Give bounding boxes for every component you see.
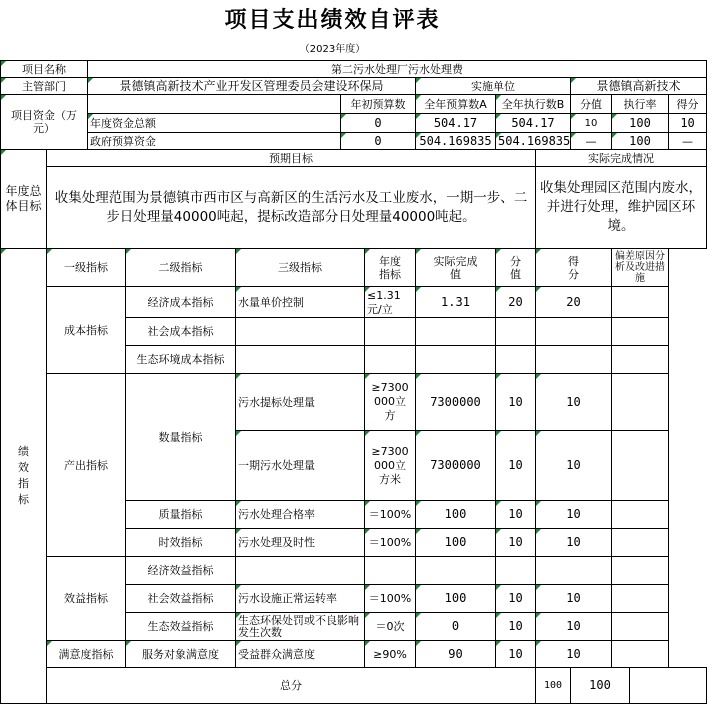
funds-blank <box>88 95 341 114</box>
evaluation-table <box>0 60 707 704</box>
funds-row-rate: 100 <box>612 114 669 133</box>
benefit-eco-actual: 0 <box>416 613 496 641</box>
funds-col-exec: 全年执行数B <box>496 95 571 114</box>
output-q1-name: 污水提标处理量 <box>236 374 365 431</box>
cost-social: 社会成本指标 <box>126 318 236 346</box>
cost-price-got: 20 <box>536 287 612 318</box>
output-time-got: 10 <box>536 529 612 557</box>
funds-row-full: 504.17 <box>416 114 496 133</box>
satisfaction-level1: 满意度指标 <box>47 641 126 668</box>
output-q2-got: 10 <box>536 431 612 501</box>
funds-row-exec: 504.169835 <box>496 133 571 150</box>
funds-row-score: 10 <box>571 114 612 133</box>
empty-cell <box>236 557 365 585</box>
funds-row-score: — <box>571 133 612 150</box>
header-level2: 二级指标 <box>126 249 236 287</box>
satisfaction-score: 10 <box>496 641 536 668</box>
output-q1-actual: 7300000 <box>416 374 496 431</box>
empty-cell <box>496 318 536 346</box>
output-q1-reason <box>612 374 669 431</box>
output-time-target: ＝100% <box>365 529 416 557</box>
output-time-score: 10 <box>496 529 536 557</box>
empty-cell <box>365 318 416 346</box>
benefit-social-score: 10 <box>496 585 536 613</box>
benefit-social-target: ＝100% <box>365 585 416 613</box>
benefit-level1: 效益指标 <box>47 557 126 641</box>
output-quality-target: ＝100% <box>365 501 416 529</box>
output-quality-actual: 100 <box>416 501 496 529</box>
output-q1-score: 10 <box>496 374 536 431</box>
total-reason <box>630 668 707 704</box>
header-reason: 偏差原因分析及改进措施 <box>612 249 669 287</box>
header-level1: 一级指标 <box>47 249 126 287</box>
output-time-reason <box>612 529 669 557</box>
cost-level1: 成本指标 <box>47 287 126 374</box>
impl-label: 实施单位 <box>416 78 571 95</box>
output-q2-reason <box>612 431 669 501</box>
benefit-eco-target: ＝0次 <box>365 613 416 641</box>
output-level1: 产出指标 <box>47 374 126 557</box>
total-score: 100 <box>536 668 571 704</box>
cost-price-actual: 1.31 <box>416 287 496 318</box>
cost-economic: 经济成本指标 <box>126 287 236 318</box>
benefit-eco: 生态效益指标 <box>126 613 236 641</box>
funds-row-initial: 0 <box>341 114 416 133</box>
funds-row-got: — <box>669 133 707 150</box>
impl-value: 景德镇高新技术 <box>571 78 707 95</box>
funds-col-rate: 执行率 <box>612 95 669 114</box>
empty-cell <box>612 318 669 346</box>
cost-price-score: 20 <box>496 287 536 318</box>
benefit-eco-got: 10 <box>536 613 612 641</box>
funds-row-name: 政府预算资金 <box>88 133 341 150</box>
funds-col-initial: 年初预算数 <box>341 95 416 114</box>
output-quality-score: 10 <box>496 501 536 529</box>
output-quality-reason <box>612 501 669 529</box>
cost-price-reason <box>612 287 669 318</box>
header-got: 得分 <box>536 249 612 287</box>
output-q2-name: 一期污水处理量 <box>236 431 365 501</box>
empty-cell <box>612 557 669 585</box>
benefit-eco-score: 10 <box>496 613 536 641</box>
empty-cell <box>416 346 496 374</box>
empty-cell <box>536 346 612 374</box>
funds-col-full: 全年预算数A <box>416 95 496 114</box>
page-title: 项目支出绩效自评表 <box>224 7 441 33</box>
empty-cell <box>496 557 536 585</box>
benefit-social: 社会效益指标 <box>126 585 236 613</box>
benefit-eco-name: 生态环保处罚或不良影响发生次数 <box>236 613 365 641</box>
funds-row-name: 年度资金总额 <box>88 114 341 133</box>
satisfaction-actual: 90 <box>416 641 496 668</box>
empty-cell <box>236 318 365 346</box>
satisfaction-target: ≥90% <box>365 641 416 668</box>
goals-expected-text: 收集处理范围为景德镇市西市区与高新区的生活污水及工业废水，一期一步、二步日处理量40000吨起，提标改造部分日处理量40000吨起。 <box>47 167 536 249</box>
empty-cell <box>416 557 496 585</box>
goals-expected-label: 预期目标 <box>47 150 536 167</box>
header-target: 年度指标 <box>365 249 416 287</box>
header-actual: 实际完成值 <box>416 249 496 287</box>
satisfaction-name: 受益群众满意度 <box>236 641 365 668</box>
funds-row-got: 10 <box>669 114 707 133</box>
benefit-eco-reason <box>612 613 669 641</box>
funds-row-rate: 100 <box>612 133 669 150</box>
benefit-social-name: 污水设施正常运转率 <box>236 585 365 613</box>
benefit-social-reason <box>612 585 669 613</box>
benefit-social-actual: 100 <box>416 585 496 613</box>
total-label: 总分 <box>47 668 536 704</box>
project-name-label: 项目名称 <box>1 61 88 78</box>
output-q1-target: ≥7300000立方 <box>365 374 416 431</box>
funds-col-got: 得分 <box>669 95 707 114</box>
empty-cell <box>536 318 612 346</box>
goals-actual-text: 收集处理园区范围内废水，并进行处理，维护园区环境。 <box>536 167 707 249</box>
total-got: 100 <box>571 668 630 704</box>
satisfaction-level2: 服务对象满意度 <box>126 641 236 668</box>
header-level3: 三级指标 <box>236 249 365 287</box>
indicators-label: 绩效指标 <box>1 249 47 704</box>
output-q2-actual: 7300000 <box>416 431 496 501</box>
goals-label: 年度总体目标 <box>1 150 47 249</box>
output-quality-got: 10 <box>536 501 612 529</box>
empty-cell <box>496 346 536 374</box>
output-time: 时效指标 <box>126 529 236 557</box>
project-name: 第二污水处理厂污水处理费 <box>88 61 707 78</box>
cost-price-name: 水量单价控制 <box>236 287 365 318</box>
funds-col-score: 分值 <box>571 95 612 114</box>
cost-price-target: ≤1.31元/立 <box>365 287 416 318</box>
empty-cell <box>536 557 612 585</box>
output-time-actual: 100 <box>416 529 496 557</box>
empty-cell <box>365 346 416 374</box>
benefit-economic: 经济效益指标 <box>126 557 236 585</box>
goals-actual-label: 实际完成情况 <box>536 150 707 167</box>
cost-eco: 生态环境成本指标 <box>126 346 236 374</box>
funds-row-exec: 504.17 <box>496 114 571 133</box>
empty-cell <box>612 346 669 374</box>
funds-label: 项目资金（万元） <box>1 95 88 150</box>
output-quantity: 数量指标 <box>126 374 236 501</box>
output-time-name: 污水处理及时性 <box>236 529 365 557</box>
satisfaction-got: 10 <box>536 641 612 668</box>
header-score: 分值 <box>496 249 536 287</box>
output-q1-got: 10 <box>536 374 612 431</box>
output-q2-target: ≥7300000立方米 <box>365 431 416 501</box>
dept-value: 景德镇高新技术产业开发区管理委员会建设环保局 <box>88 78 416 95</box>
dept-label: 主管部门 <box>1 78 88 95</box>
empty-cell <box>365 557 416 585</box>
funds-row-full: 504.169835 <box>416 133 496 150</box>
output-quality-name: 污水处理合格率 <box>236 501 365 529</box>
benefit-social-got: 10 <box>536 585 612 613</box>
empty-cell <box>236 346 365 374</box>
empty-cell <box>416 318 496 346</box>
funds-row-initial: 0 <box>341 133 416 150</box>
output-q2-score: 10 <box>496 431 536 501</box>
year-label: （2023年度） <box>299 44 366 55</box>
satisfaction-reason <box>612 641 669 668</box>
output-quality: 质量指标 <box>126 501 236 529</box>
